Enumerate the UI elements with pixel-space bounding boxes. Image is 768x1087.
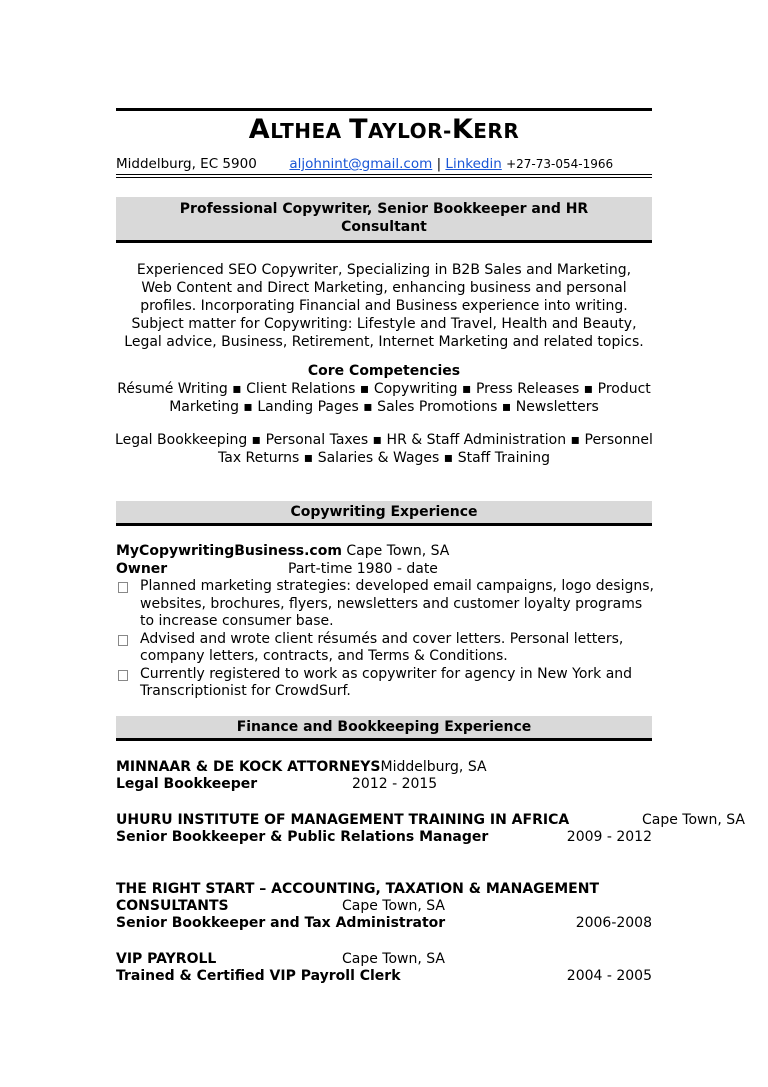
name-initial-2: T [349,114,369,145]
contact-line [116,156,656,172]
title-box [116,197,652,243]
job-role: Senior Bookkeeper & Public Relations Manager [116,829,489,845]
company-name: MyCopywritingBusiness.com [116,543,342,559]
candidate-name [116,114,652,145]
job-location: Cape Town, SA [342,951,445,967]
company-location: Cape Town, SA [346,543,450,559]
job-1-company-line [116,759,487,777]
email-link[interactable]: aljohnint@gmail.com [289,156,433,172]
copywriting-heading-text: Copywriting Experience [290,504,478,520]
bullet-text: Currently registered to work as copywriter for agency in New York and Transcriptionist for CrowdSurf. [140,665,633,699]
location-text: Middelburg, EC 5900 [116,156,257,172]
list-item [116,666,660,701]
name-initial-1: A [248,114,271,145]
job-role: Senior Bookkeeper and Tax Administrator [116,915,446,931]
contact-separator: | [436,156,442,172]
competency-line: Résumé Writing ▪ Client Relations ▪ Copywriting ▪ Press Releases ▪ Product [117,381,651,397]
list-item [116,578,660,631]
summary-line: Legal advice, Business, Retirement, Internet Marketing and related topics. [124,334,644,350]
summary-line: profiles. Incorporating Financial and Business experience into writing. [140,298,628,314]
job-company-cont: CONSULTANTS [116,898,229,914]
name-rest-3: ERR [473,119,520,143]
job-period: Part-time 1980 - date [288,560,438,577]
summary-line: Subject matter for Copywriting: Lifestyle and Travel, Health and Beauty, [131,316,637,332]
contact-rule-1 [116,174,652,175]
job-company: VIP PAYROLL [116,951,217,967]
phone-text: +27-73-054-1966 [506,157,614,171]
job-location: Cape Town, SA [342,898,445,914]
competency-line: Marketing ▪ Landing Pages ▪ Sales Promotions ▪ Newsletters [169,399,599,415]
job-company: THE RIGHT START – ACCOUNTING, TAXATION & MANAGEMENT [116,881,599,897]
bullet-text: Planned marketing strategies: developed email campaigns, logo designs, websites, brochures, flyers, newsletters and customer loyalty programs to increase consumer base. [140,578,654,629]
job-company: UHURU INSTITUTE OF MANAGEMENT TRAINING IN AFRICA [116,812,570,828]
job-company: MINNAAR & DE KOCK ATTORNEYS [116,759,381,775]
summary [110,261,658,351]
job-role: Owner [116,560,168,577]
list-item [116,631,660,666]
bookkeeping-competencies [110,431,658,467]
title-line-1: Professional Copywriter, Senior Bookkeeper and HR [179,201,589,217]
job-period: 2006-2008 [575,915,652,931]
bullet-text: Advised and wrote client résumés and cover letters. Personal letters, company letters, contracts, and Terms & Conditions. [140,630,624,664]
competencies-heading: Core Competencies [307,363,461,379]
job-role: Trained & Certified VIP Payroll Clerk [116,968,401,984]
job-role: Legal Bookkeeper [116,776,258,792]
title-line-2: Consultant [341,219,427,235]
summary-line: Experienced SEO Copywriter, Specializing in B2B Sales and Marketing, [136,262,632,278]
finance-heading-text: Finance and Bookkeeping Experience [236,719,532,735]
competency-line: Legal Bookkeeping ▪ Personal Taxes ▪ HR & Staff Administration ▪ Personnel [115,432,653,448]
bullet-box-icon [118,670,128,681]
competency-line: Tax Returns ▪ Salaries & Wages ▪ Staff Training [218,450,550,466]
bullet-box-icon [118,635,128,646]
finance-heading [116,716,652,741]
core-competencies [110,362,658,416]
summary-line: Web Content and Direct Marketing, enhancing business and personal [141,280,627,296]
linkedin-link[interactable]: Linkedin [445,156,502,172]
job-period: 2009 - 2012 [566,829,652,845]
job-location: Middelburg, SA [380,759,487,775]
name-rest-2: AYLOR- [368,119,452,143]
name-initial-3: K [451,114,474,145]
job-period: 2004 - 2005 [566,968,652,984]
top-rule [116,108,652,111]
contact-rule-2 [116,177,652,178]
job-period: 2012 - 2015 [352,776,438,792]
copywriting-heading [116,501,652,526]
job-location: Cape Town, SA [642,812,745,828]
copywriting-entry [116,543,676,701]
name-rest-1: LTHEA [270,119,350,143]
bullet-box-icon [118,582,128,593]
